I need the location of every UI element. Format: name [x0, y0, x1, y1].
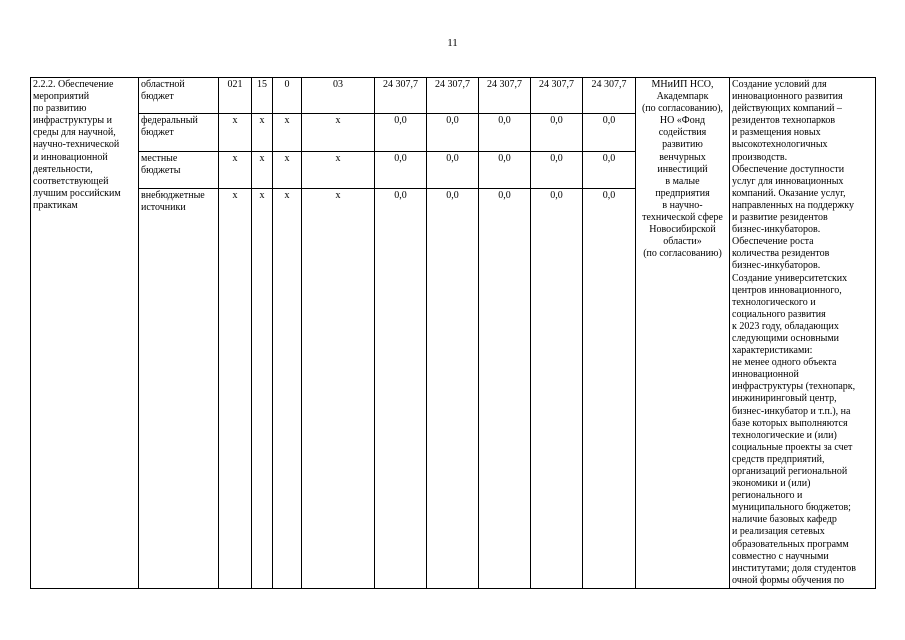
- code-subsection: x: [273, 189, 302, 589]
- code-target: x: [302, 151, 375, 189]
- value-year-5: 0,0: [583, 113, 636, 151]
- activity-cell: 2.2.2. Обеспечение мероприятий по развитию инфраструктуры и среды для научной, научно-технической и инновационной деятельности, соответствующей лучшим российским практикам: [31, 78, 139, 589]
- table-row: [31, 78, 876, 114]
- value-year-5: 24 307,7: [583, 78, 636, 114]
- source-name: местные бюджеты: [139, 151, 219, 189]
- value-year-1: 0,0: [375, 151, 427, 189]
- value-year-3: 0,0: [479, 113, 531, 151]
- value-year-3: 0,0: [479, 189, 531, 589]
- code-target: 03: [302, 78, 375, 114]
- value-year-4: 0,0: [531, 189, 583, 589]
- value-year-2: 0,0: [427, 151, 479, 189]
- value-year-3: 24 307,7: [479, 78, 531, 114]
- value-year-5: 0,0: [583, 151, 636, 189]
- code-section: x: [252, 113, 273, 151]
- code-section: x: [252, 189, 273, 589]
- value-year-2: 24 307,7: [427, 78, 479, 114]
- value-year-2: 0,0: [427, 189, 479, 589]
- value-year-1: 24 307,7: [375, 78, 427, 114]
- code-grbs: x: [219, 151, 252, 189]
- value-year-3: 0,0: [479, 151, 531, 189]
- value-year-1: 0,0: [375, 189, 427, 589]
- program-table: [30, 77, 876, 589]
- value-year-2: 0,0: [427, 113, 479, 151]
- source-name: федеральный бюджет: [139, 113, 219, 151]
- source-name: внебюджетные источники: [139, 189, 219, 589]
- code-section: x: [252, 151, 273, 189]
- value-year-4: 0,0: [531, 113, 583, 151]
- code-grbs: x: [219, 189, 252, 589]
- code-subsection: x: [273, 151, 302, 189]
- source-name: областной бюджет: [139, 78, 219, 114]
- page-number: 11: [447, 37, 458, 49]
- code-grbs: x: [219, 113, 252, 151]
- value-year-4: 24 307,7: [531, 78, 583, 114]
- code-section: 15: [252, 78, 273, 114]
- code-subsection: 0: [273, 78, 302, 114]
- value-year-4: 0,0: [531, 151, 583, 189]
- code-target: x: [302, 113, 375, 151]
- code-grbs: 021: [219, 78, 252, 114]
- code-target: x: [302, 189, 375, 589]
- value-year-1: 0,0: [375, 113, 427, 151]
- value-year-5: 0,0: [583, 189, 636, 589]
- executor-cell: МНиИП НСО, Академпарк (по согласованию), НО «Фонд содействия развитию венчурных инвестиций в малые предприятия в научно- технической сфере Новосибирской области» (по согласованию): [636, 78, 730, 589]
- result-cell: Создание условий для инновационного развития действующих компаний – резидентов технопарков и размещения новых высокотехнологичных производств. Обеспечение доступности услуг для инновационных компаний. Оказание услуг, направленных на поддержку и развитие резидентов бизнес-инкубаторов. Обеспечение роста количества резидентов бизнес-инкубаторов. Создание университетских центров инновационного, технологического и социального развития к 2023 году, обладающих следующими основными характеристиками: не менее одного объекта инновационной инфраструктуры (технопарк, инжиниринговый центр, бизнес-инкубатор и т.п.), на базе которых выполняются технологические и (или) социальные проекты за счет средств предприятий, организаций региональной экономики и (или) регионального и муниципального бюджетов; наличие базовых кафедр и реализация сетевых образовательных программ совместно с научными институтами; доля студентов очной формы обучения по: [730, 78, 876, 589]
- code-subsection: x: [273, 113, 302, 151]
